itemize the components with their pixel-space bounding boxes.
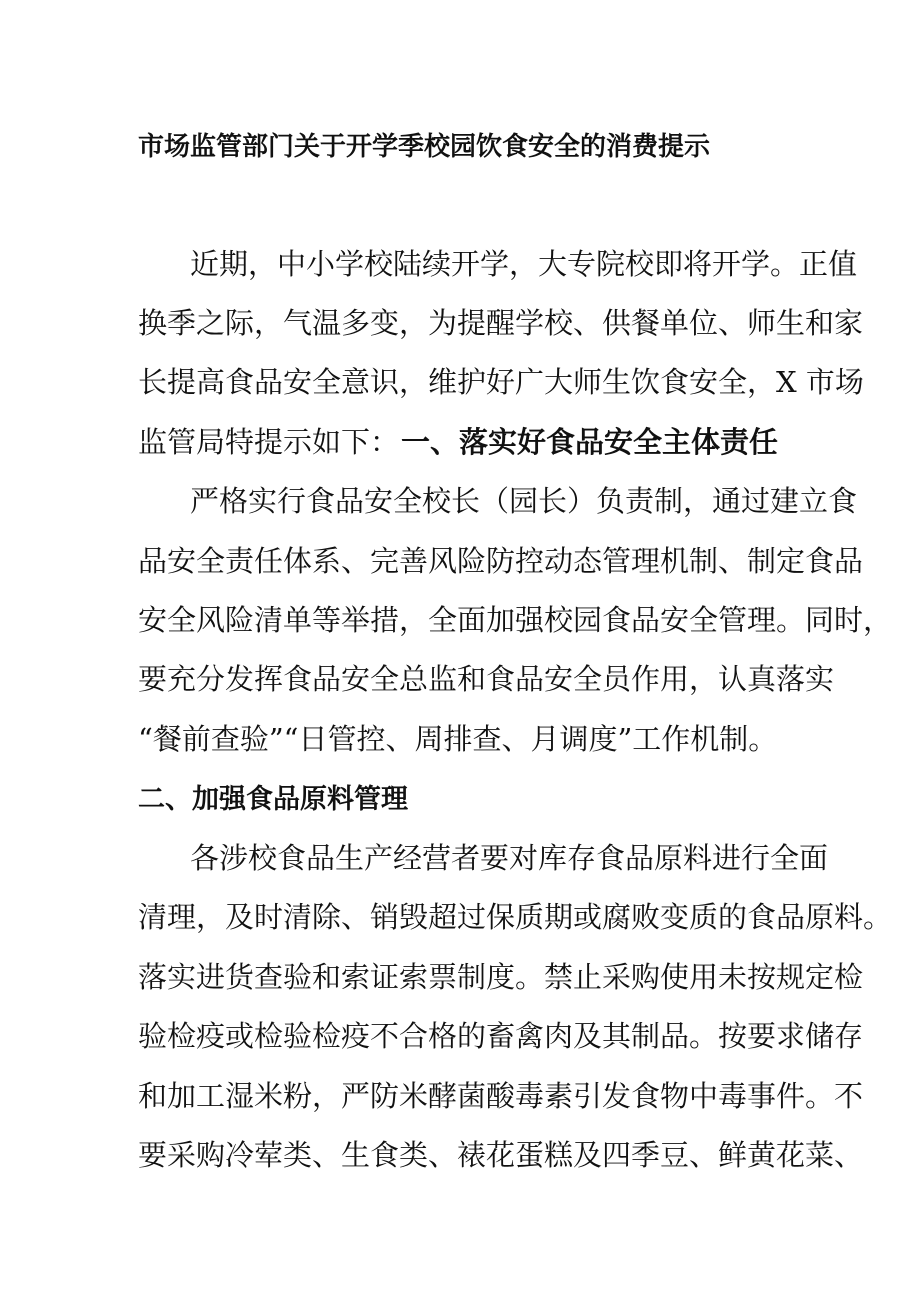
paragraph-line: 长提高食品安全意识，维护好广大师生饮食安全，X 市场 bbox=[138, 365, 864, 399]
paragraph-line: 安全风险清单等举措，全面加强校园食品安全管理。同时， bbox=[138, 603, 893, 637]
paragraph-line: 清理，及时清除、销毁超过保质期或腐败变质的食品原料。 bbox=[138, 900, 893, 934]
section-heading: 一、落实好食品安全主体责任 bbox=[401, 425, 779, 459]
paragraph-line: 各涉校食品生产经营者要对库存食品原料进行全面 bbox=[190, 841, 829, 875]
paragraph-line: 要采购冷荤类、生食类、裱花蛋糕及四季豆、鲜黄花菜、 bbox=[138, 1138, 864, 1172]
paragraph-line: 落实进货查验和索证索票制度。禁止采购使用未按规定检 bbox=[138, 960, 864, 994]
paragraph-line: “餐前查验”“日管控、周排查、月调度”工作机制。 bbox=[138, 722, 778, 756]
document-title: 市场监管部门关于开学季校园饮食安全的消费提示 bbox=[138, 132, 711, 162]
paragraph-line: 和加工湿米粉，严防米酵菌酸毒素引发食物中毒事件。不 bbox=[138, 1079, 864, 1113]
section-heading: 二、加强食品原料管理 bbox=[138, 784, 408, 815]
paragraph-line: 换季之际，气温多变，为提醒学校、供餐单位、师生和家 bbox=[138, 306, 864, 340]
paragraph-line: 严格实行食品安全校长（园长）负责制，通过建立食 bbox=[190, 484, 858, 518]
paragraph-line: 要充分发挥食品安全总监和食品安全员作用，认真落实 bbox=[138, 662, 835, 696]
paragraph-line: 品安全责任体系、完善风险防控动态管理机制、制定食品 bbox=[138, 544, 864, 578]
paragraph-line: 近期，中小学校陆续开学，大专院校即将开学。正值 bbox=[190, 247, 858, 281]
paragraph-line: 验检疫或检验检疫不合格的畜禽肉及其制品。按要求储存 bbox=[138, 1019, 864, 1053]
paragraph-line: 监管局特提示如下： bbox=[138, 425, 400, 459]
